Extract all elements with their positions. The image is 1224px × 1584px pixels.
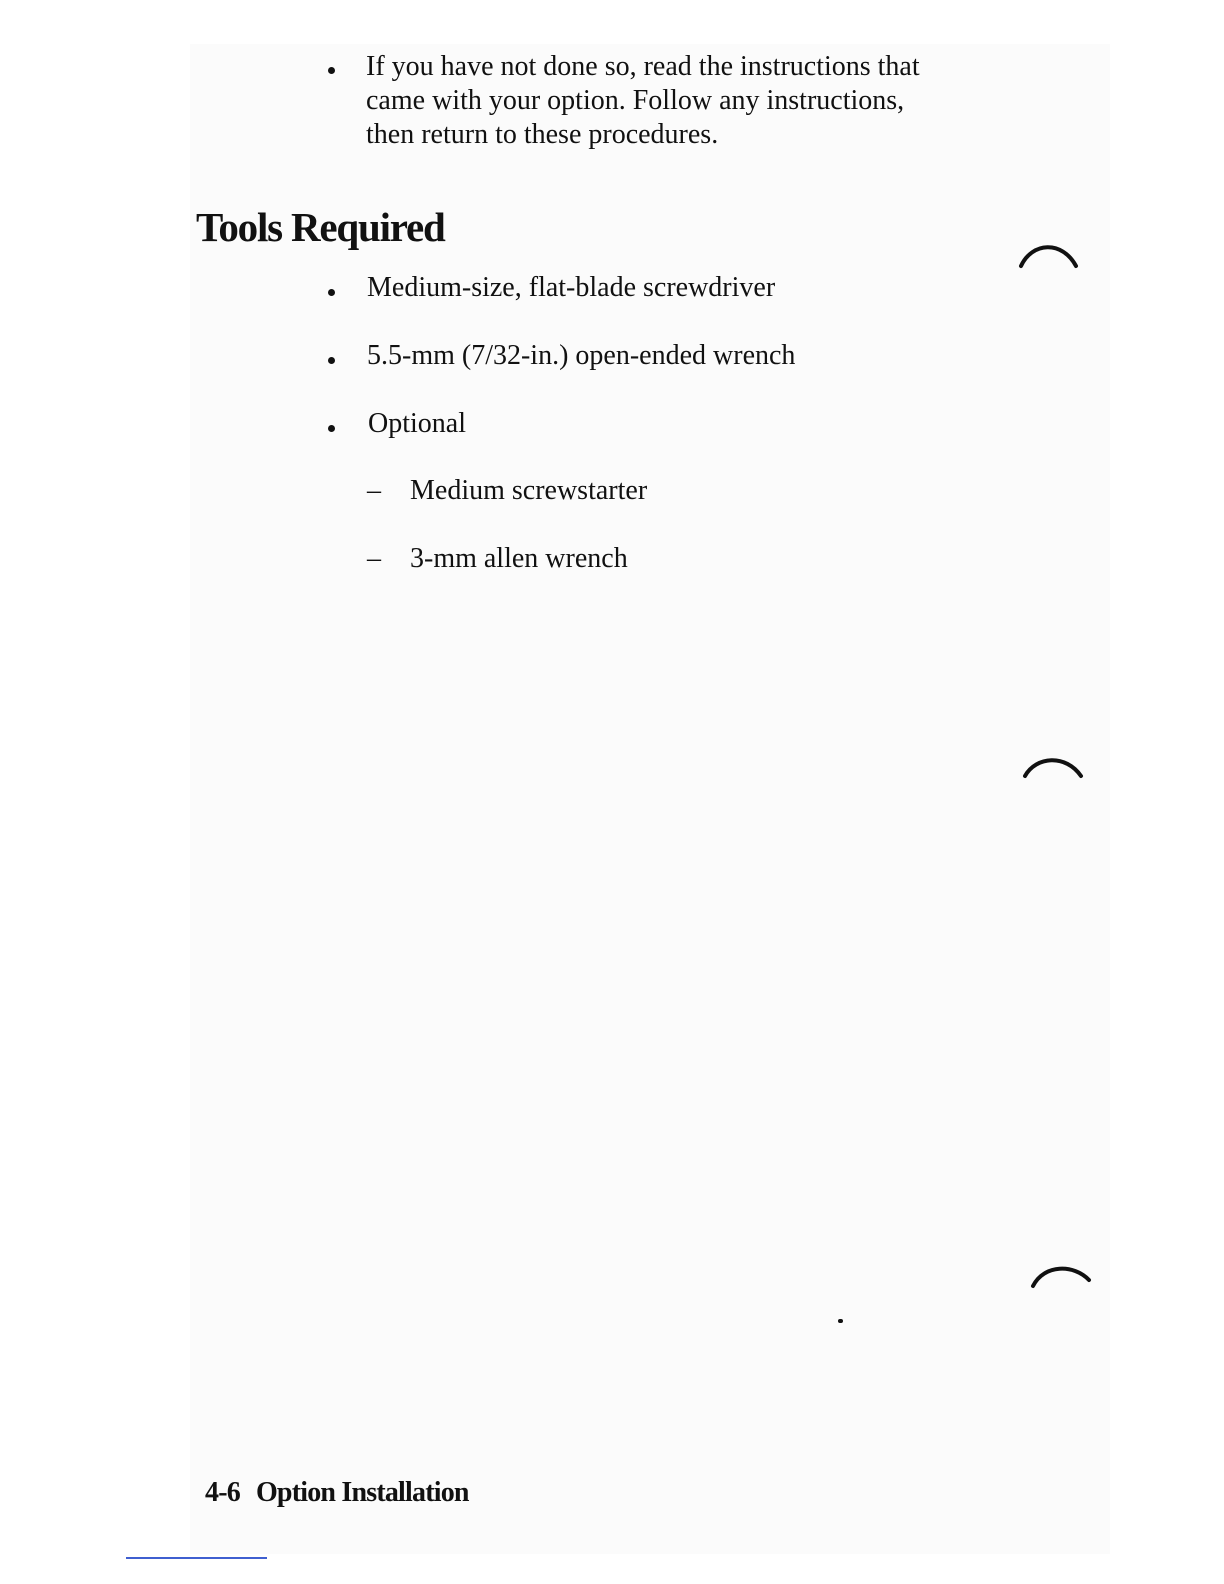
bottom-rule bbox=[126, 1557, 267, 1559]
list-item-text: Medium-size, flat-blade screwdriver bbox=[367, 272, 776, 303]
intro-text-line: then return to these procedures. bbox=[366, 119, 719, 150]
bullet-marker bbox=[328, 425, 335, 432]
section-heading: Tools Required bbox=[196, 204, 445, 250]
sub-list-item-text: Medium screwstarter bbox=[410, 475, 648, 506]
bullet-marker bbox=[328, 67, 335, 74]
margin-arc-icon bbox=[1028, 1260, 1094, 1294]
intro-text-line: came with your option. Follow any instructions, bbox=[366, 85, 905, 116]
intro-text-line: If you have not done so, read the instructions that bbox=[366, 51, 920, 82]
sub-list-item-text: 3-mm allen wrench bbox=[410, 543, 628, 574]
dash-marker: – bbox=[367, 475, 381, 506]
ink-speck bbox=[838, 1319, 843, 1323]
footer-title: Option Installation bbox=[255, 1477, 469, 1508]
bullet-marker bbox=[328, 357, 335, 364]
margin-arc-icon bbox=[1016, 238, 1082, 272]
page-number: 4-6 bbox=[205, 1477, 240, 1508]
margin-arc-icon bbox=[1020, 750, 1086, 784]
list-item-text: Optional bbox=[368, 408, 466, 439]
bullet-marker bbox=[328, 289, 335, 296]
page-footer bbox=[205, 1474, 469, 1512]
list-item-text: 5.5-mm (7/32-in.) open-ended wrench bbox=[367, 340, 796, 371]
dash-marker: – bbox=[367, 543, 381, 574]
